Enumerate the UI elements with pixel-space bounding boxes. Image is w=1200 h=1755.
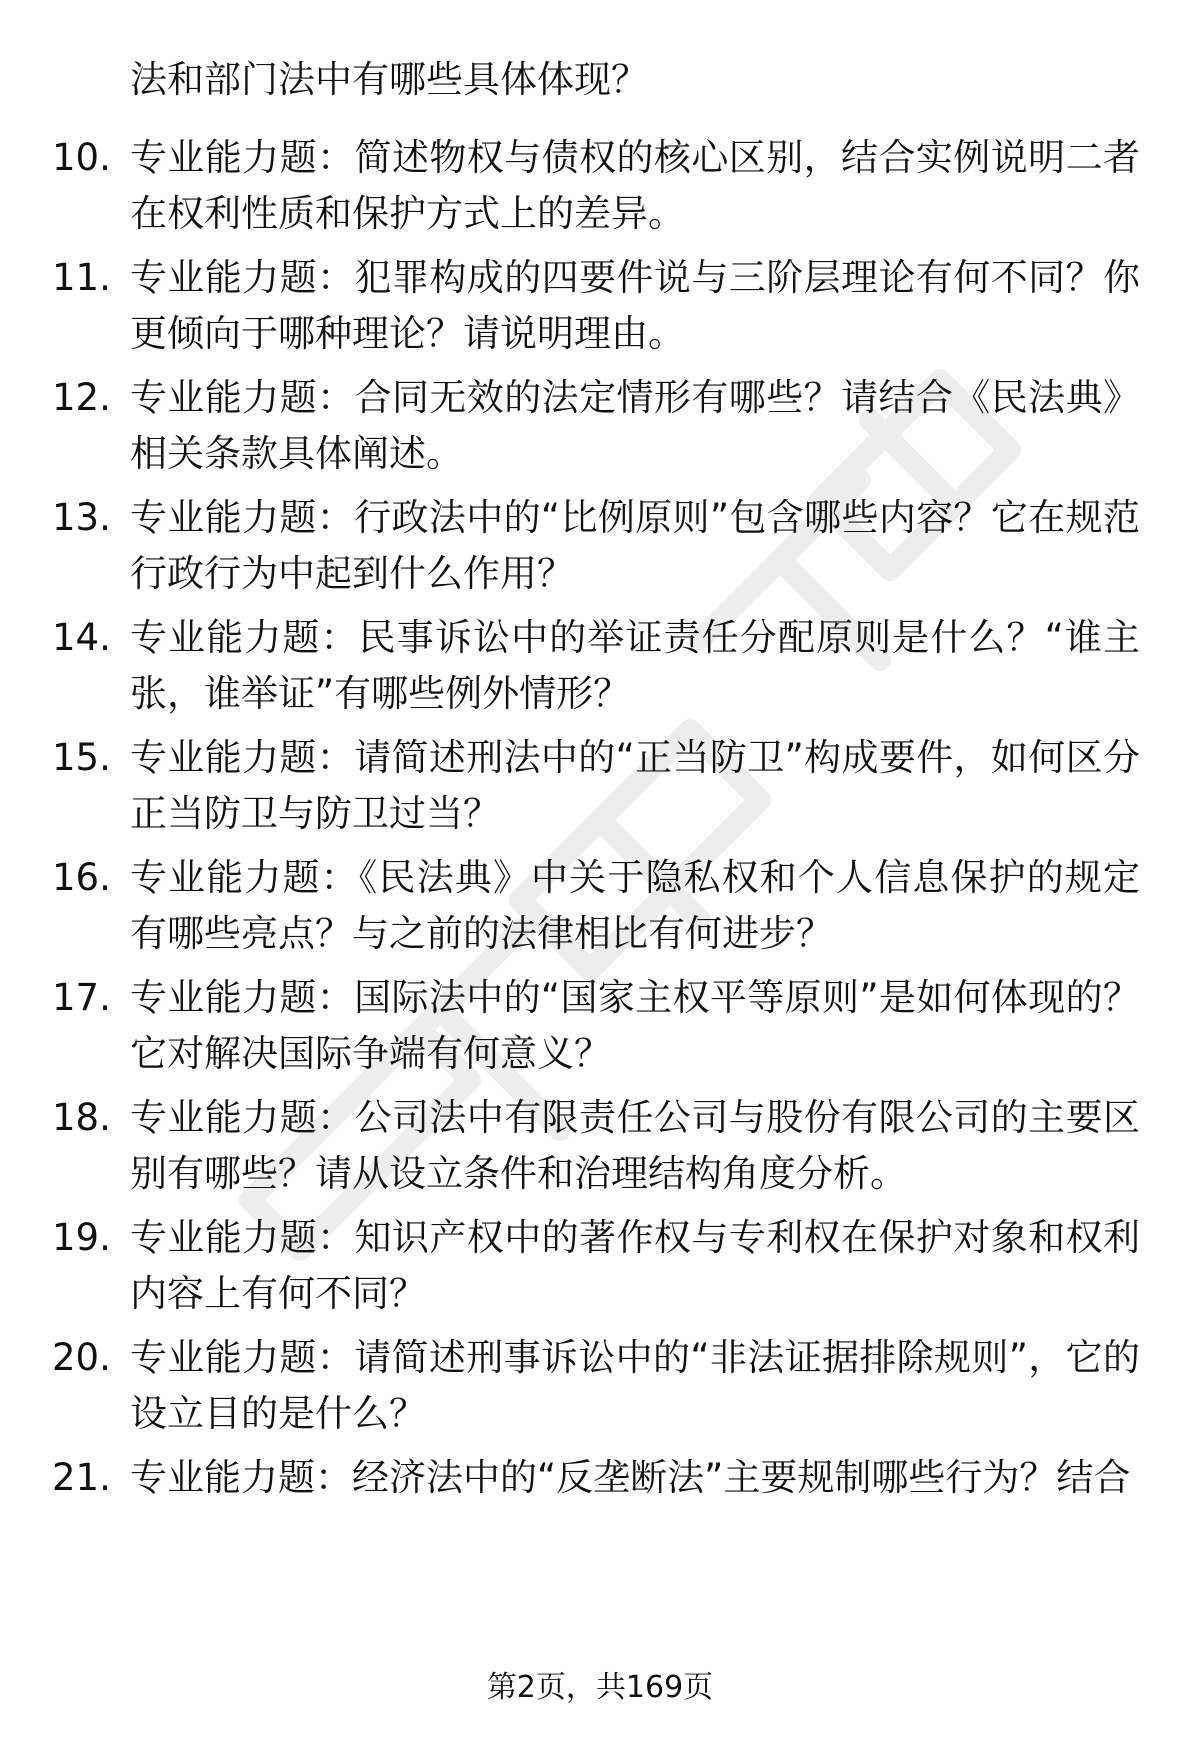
question-text: 专业能力题：请简述刑事诉讼中的“非法证据排除规则”，它的设立目的是什么？ (130, 1336, 1140, 1435)
question-text: 专业能力题：公司法中有限责任公司与股份有限公司的主要区别有哪些？请从设立条件和治理结构角度分析。 (130, 1096, 1140, 1195)
question-number: 19. (52, 1216, 111, 1259)
question-number: 17. (52, 976, 111, 1019)
page-footer: 第2页，共169页 (486, 1670, 714, 1705)
question-item (52, 970, 1142, 1082)
question-number: 13. (52, 496, 111, 539)
question-item (52, 1210, 1142, 1322)
question-number: 16. (52, 856, 111, 899)
question-text: 专业能力题：行政法中的“比例原则”包含哪些内容？它在规范行政行为中起到什么作用？ (130, 496, 1140, 595)
question-text: 专业能力题：请简述刑法中的“正当防卫”构成要件，如何区分正当防卫与防卫过当？ (130, 736, 1140, 835)
question-text: 专业能力题：知识产权中的著作权与专利权在保护对象和权利内容上有何不同？ (130, 1216, 1140, 1315)
question-item (52, 1330, 1142, 1442)
question-text: 专业能力题：犯罪构成的四要件说与三阶层理论有何不同？你更倾向于哪种理论？请说明理由。 (130, 256, 1140, 355)
question-number: 18. (52, 1096, 111, 1139)
question-text: 专业能力题：国际法中的“国家主权平等原则”是如何体现的？它对解决国际争端有何意义？ (130, 976, 1140, 1075)
question-item (52, 850, 1142, 962)
question-number: 20. (52, 1336, 111, 1379)
question-number: 10. (52, 136, 111, 179)
continuation-text: 法和部门法中有哪些具体体现？ (130, 58, 648, 101)
question-text: 专业能力题：经济法中的“反垄断法”主要规制哪些行为？结合 (130, 1456, 1131, 1499)
question-number: 15. (52, 736, 111, 779)
question-item (52, 1450, 1142, 1506)
question-item (52, 250, 1142, 362)
question-item (52, 610, 1142, 722)
question-text: 专业能力题：简述物权与债权的核心区别，结合实例说明二者在权利性质和保护方式上的差异。 (130, 136, 1140, 235)
question-item (52, 490, 1142, 602)
question-text: 专业能力题：民事诉讼中的举证责任分配原则是什么？“谁主张，谁举证”有哪些例外情形？ (130, 616, 1140, 715)
question-number: 12. (52, 376, 111, 419)
question-text: 专业能力题：合同无效的法定情形有哪些？请结合《民法典》相关条款具体阐述。 (130, 376, 1140, 475)
question-item (52, 1090, 1142, 1202)
question-number: 21. (52, 1456, 111, 1499)
question-text: 专业能力题：《民法典》中关于隐私权和个人信息保护的规定有哪些亮点？与之前的法律相比有何进步？ (130, 856, 1140, 955)
question-item (52, 730, 1142, 842)
question-item (52, 370, 1142, 482)
question-number: 14. (52, 616, 111, 659)
question-number: 11. (52, 256, 111, 299)
question-item (52, 130, 1142, 242)
